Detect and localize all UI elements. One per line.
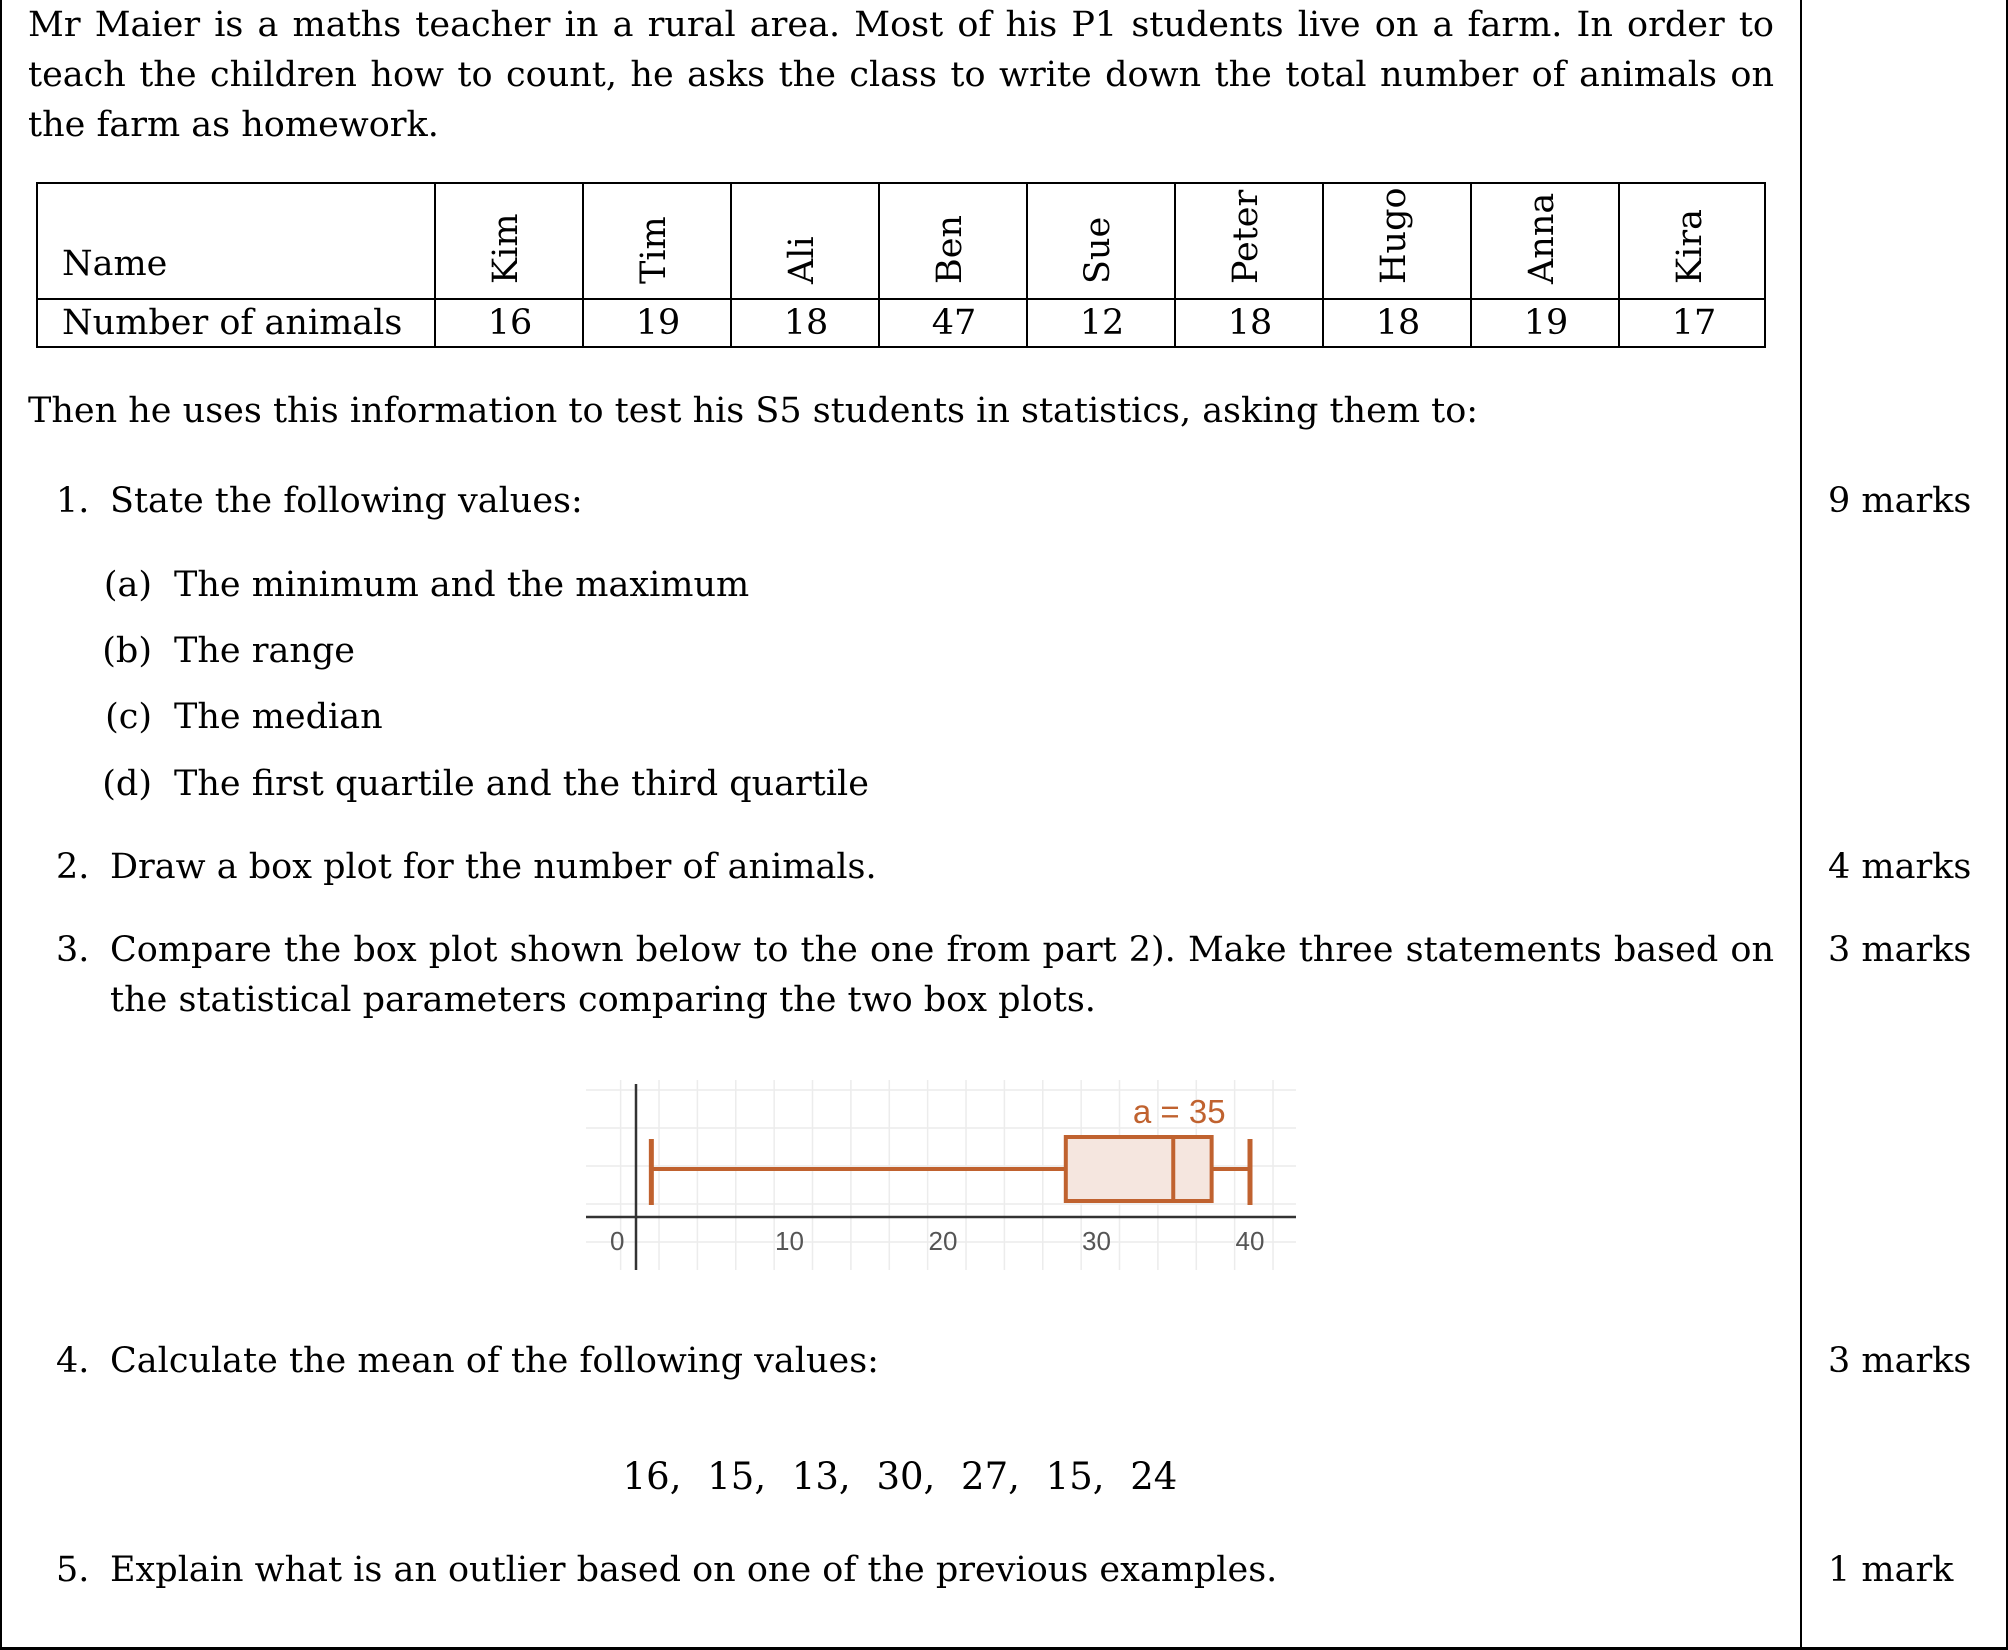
marks-label: 3 marks — [1828, 1341, 1972, 1381]
question-text: State the following values: — [110, 481, 583, 521]
question-number: 5. — [56, 1550, 90, 1590]
student-name: Ben — [930, 215, 970, 284]
question-text: Compare the box plot shown below to the one from part 2). Make three statements based on the statistical parameters comparing the two box plots. — [110, 930, 1774, 1020]
question-number: 4. — [56, 1341, 90, 1381]
mean-values-list: 16, 15, 13, 30, 27, 15, 24 — [622, 1455, 1178, 1498]
x-tick-label: 40 — [1235, 1226, 1265, 1256]
question-number: 1. — [56, 481, 90, 521]
subpart-text: The median — [174, 697, 383, 737]
x-tick-label: 0 — [610, 1226, 625, 1256]
table-name-cell — [1324, 184, 1472, 298]
animal-count-cell: 47 — [931, 303, 977, 343]
student-name: Peter — [1226, 189, 1266, 284]
question-number: 3. — [56, 930, 90, 970]
table-name-cell — [880, 184, 1028, 298]
student-name: Anna — [1522, 192, 1562, 284]
student-name: Kim — [486, 213, 526, 284]
subpart-label: (d) — [102, 764, 152, 804]
number-of-animals-header: Number of animals — [62, 303, 403, 343]
marks-label: 1 mark — [1828, 1550, 1954, 1590]
animal-count-cell: 18 — [1227, 303, 1273, 343]
marks-label: 4 marks — [1828, 847, 1972, 887]
animal-count-cell: 12 — [1079, 303, 1125, 343]
question-text: Calculate the mean of the following values: — [110, 1341, 879, 1381]
x-tick-label: 10 — [775, 1226, 804, 1256]
x-tick-label: 30 — [1082, 1226, 1111, 1256]
student-name: Hugo — [1374, 187, 1414, 284]
transition-paragraph: Then he uses this information to test his S5 students in statistics, asking them to: — [28, 391, 1479, 431]
chart-annotation: a = 35 — [1132, 1093, 1226, 1130]
intro-paragraph: Mr Maier is a maths teacher in a rural area. Most of his P1 students live on a farm. In order to teach the children how to count, he asks the class to write down the total number of animals on the farm as homework. — [28, 5, 1774, 145]
subpart-label: (a) — [103, 565, 152, 605]
animal-count-cell: 19 — [635, 303, 681, 343]
animal-count-cell: 19 — [1523, 303, 1569, 343]
animal-count-cell: 17 — [1671, 303, 1717, 343]
x-tick-label: 20 — [928, 1226, 958, 1256]
box-plot-chart — [586, 1080, 1296, 1270]
question-text: Explain what is an outlier based on one of the previous examples. — [110, 1550, 1278, 1590]
student-name: Tim — [634, 216, 674, 284]
subpart-label: (b) — [102, 631, 152, 671]
table-name-cell — [584, 184, 732, 298]
student-name: Ali — [782, 236, 822, 284]
student-name: Kira — [1670, 209, 1710, 284]
marks-column-divider — [1800, 0, 1802, 1650]
x-tick-labels — [610, 1226, 1264, 1256]
subpart-label: (c) — [105, 697, 152, 737]
marks-label: 9 marks — [1828, 481, 1972, 521]
marks-label: 3 marks — [1828, 930, 1972, 970]
frame-left-border — [0, 0, 2, 1650]
table-name-cell — [1028, 184, 1176, 298]
question-text: Draw a box plot for the number of animals. — [110, 847, 877, 887]
table-name-cell — [1620, 184, 1768, 298]
table-name-cell — [436, 184, 584, 298]
interquartile-box — [1066, 1137, 1212, 1201]
table-name-cell — [1176, 184, 1324, 298]
name-header: Name — [62, 244, 168, 284]
subpart-text: The minimum and the maximum — [174, 565, 750, 605]
subpart-text: The range — [174, 631, 355, 671]
student-name: Sue — [1078, 216, 1118, 284]
animals-table — [36, 182, 1766, 348]
subpart-text: The first quartile and the third quartile — [174, 764, 869, 804]
animal-count-cell: 18 — [1375, 303, 1421, 343]
animal-count-cell: 16 — [487, 303, 533, 343]
question-number: 2. — [56, 847, 90, 887]
table-name-cell — [1472, 184, 1620, 298]
animal-count-cell: 18 — [783, 303, 829, 343]
table-name-cell — [732, 184, 880, 298]
